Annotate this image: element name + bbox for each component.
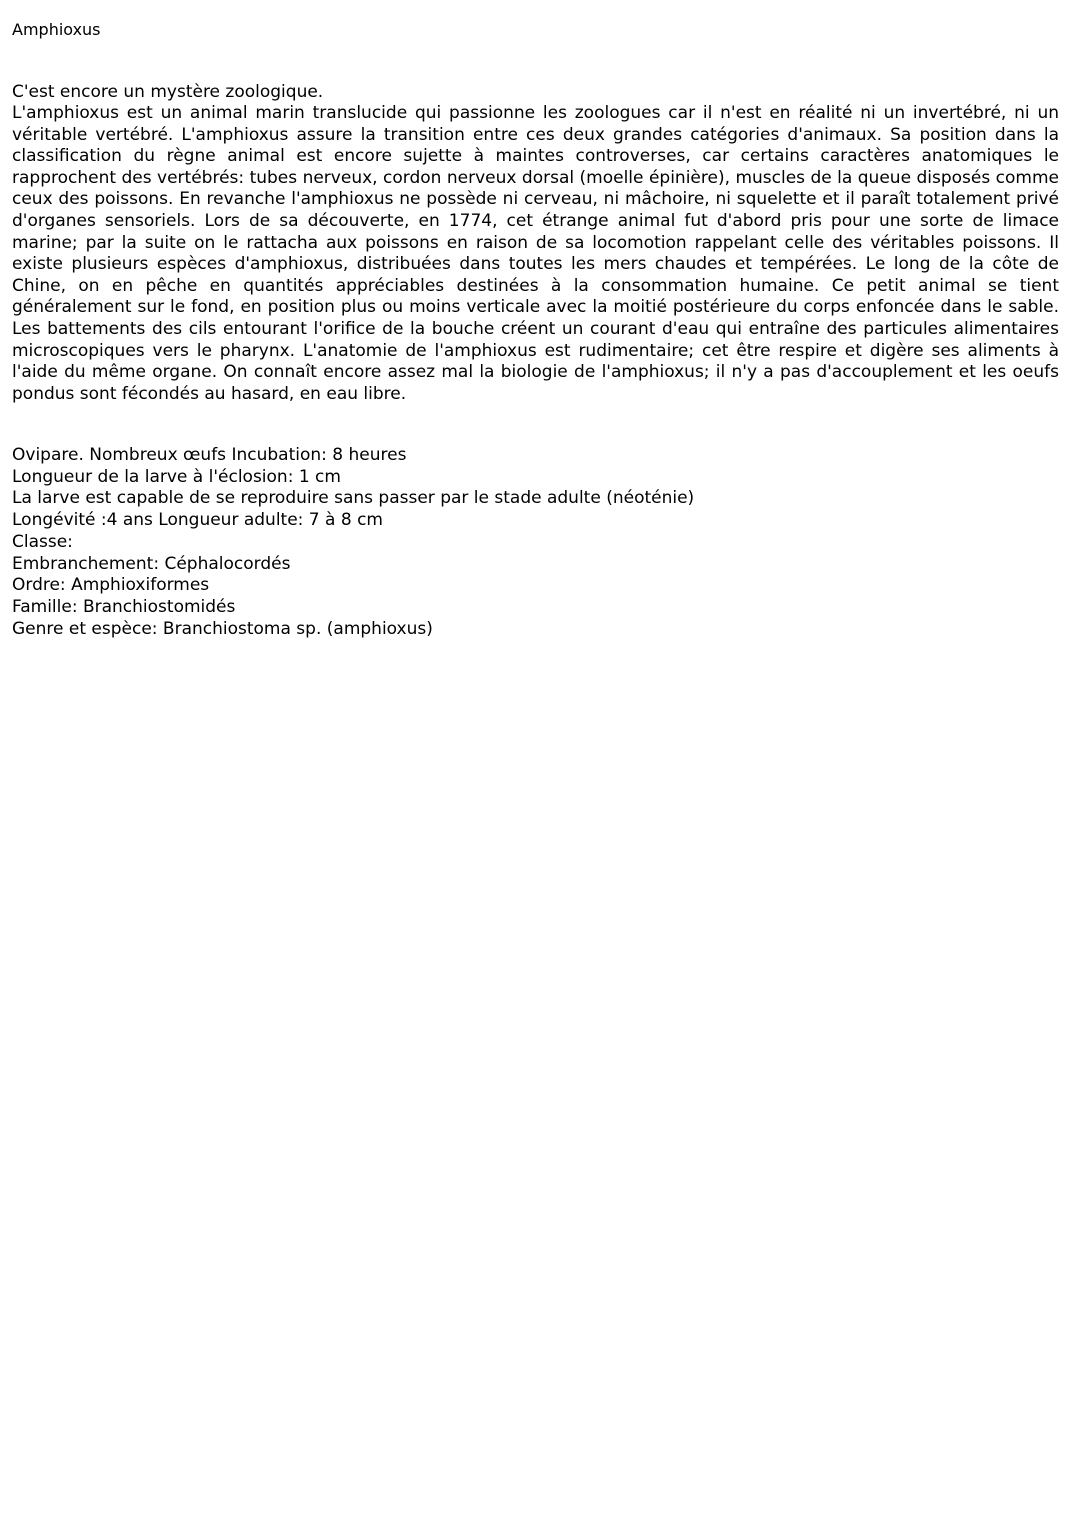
body-paragraph: L'amphioxus est un animal marin translucide qui passionne les zoologues car il n'est en réalité ni un invertébré, ni un véritable vertébré. L'amphioxus assure la transition entre ces deux grandes catégories d'animaux. Sa position dans la classification du règne animal est encore sujette à maintes controverses, car certains caractères anatomiques le rapprochent des vertébrés: tubes nerveux, cordon nerveux dorsal (moelle épinière), muscles de la queue disposés comme ceux des poissons. En revanche l'amphioxus ne possède ni cerveau, ni mâchoire, ni squelette et il paraît totalement privé d'organes sensoriels. Lors de sa découverte, en 1774, cet étrange animal fut d'abord pris pour une sorte de limace marine; par la suite on le rattacha aux poissons en raison de sa locomotion rappelant celle des véritables poissons. Il existe plusieurs espèces d'amphioxus, distribuées dans toutes les mers chaudes et tempérées. Le long de la côte de Chine, on en pêche en quantités appréciables destinées à la consommation humaine. Ce petit animal se tient généralement sur le fond, en position plus ou moins verticale avec la moitié postérieure du corps enfoncée dans le sable. Les battements des cils entourant l'orifice de la bouche créent un courant d'eau qui entraîne des particules alimentaires microscopiques vers le pharynx. L'anatomie de l'amphioxus est rudimentaire; cet être respire et digère ses aliments à l'aide du même organe. On connaît encore assez mal la biologie de l'amphioxus; il n'y a pas d'accouplement et les oeufs pondus sont fécondés au hasard, en eau libre. (12, 103, 1059, 404)
fact-line: Longueur de la larve à l'éclosion: 1 cm (12, 466, 341, 487)
document-title: Amphioxus (12, 20, 101, 39)
fact-line: Longévité :4 ans Longueur adulte: 7 à 8 cm (12, 510, 383, 531)
fact-line: Embranchement: Céphalocordés (12, 553, 291, 574)
fact-line: La larve est capable de se reproduire sans passer par le stade adulte (néoténie) (12, 488, 695, 509)
facts-list (12, 445, 694, 640)
fact-line: Famille: Branchiostomidés (12, 596, 236, 617)
fact-line: Ordre: Amphioxiformes (12, 575, 210, 596)
fact-line: Ovipare. Nombreux œufs Incubation: 8 heures (12, 445, 407, 465)
fact-line: Genre et espèce: Branchiostoma sp. (amphioxus) (12, 618, 433, 639)
intro-line: C'est encore un mystère zoologique. (12, 82, 324, 102)
fact-line: Classe: (12, 531, 73, 552)
